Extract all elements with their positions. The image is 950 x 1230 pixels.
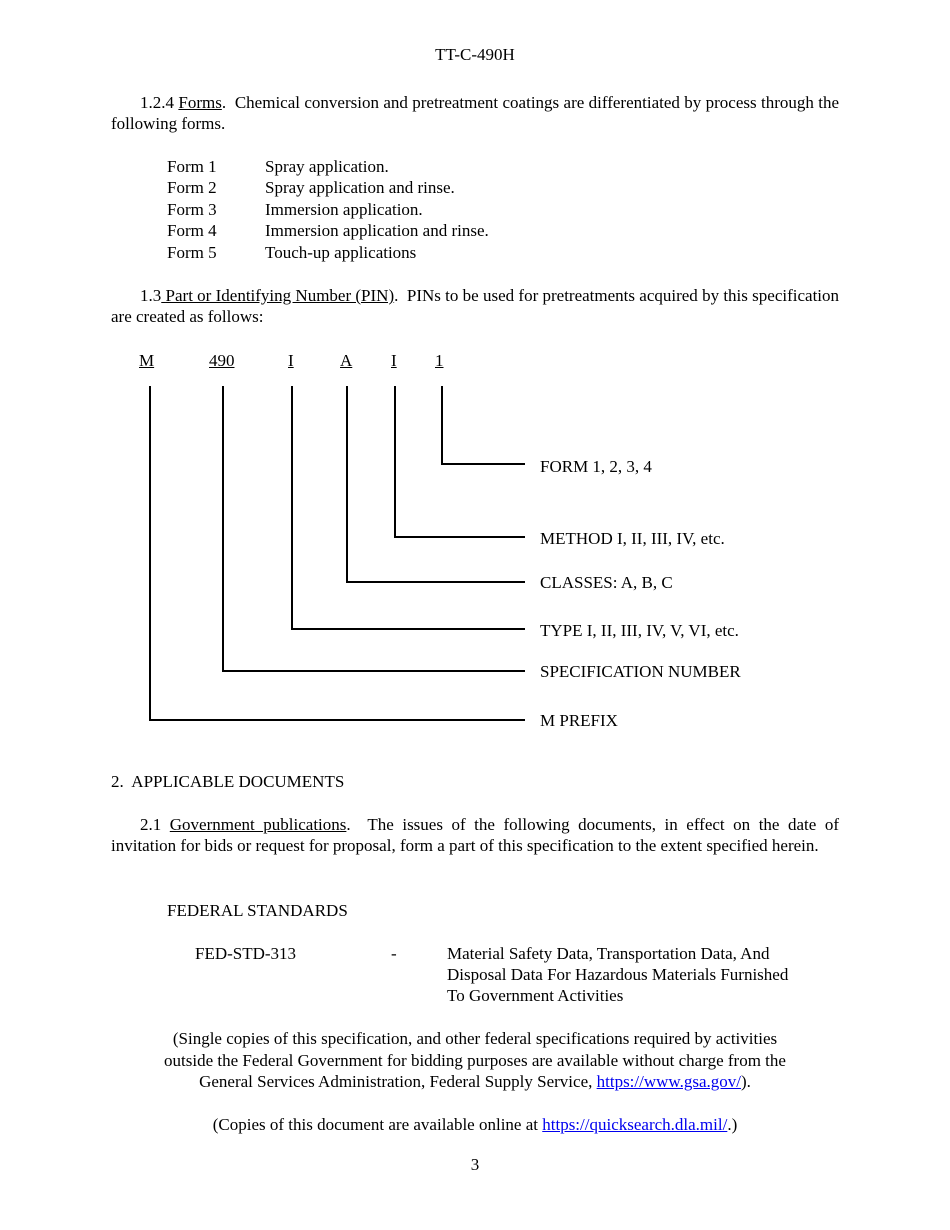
pin-part-form: 1 (435, 351, 444, 370)
pin-part-prefix: M (139, 351, 155, 370)
fed-standard-desc-line: Disposal Data For Hazardous Materials Furnished (447, 965, 789, 984)
connector-line (149, 386, 151, 721)
form-desc: Immersion application. (265, 200, 423, 219)
connector-line (222, 386, 224, 672)
fed-standard-desc-line: To Government Activities (447, 986, 624, 1005)
section-2-heading: 2. APPLICABLE DOCUMENTS (111, 772, 345, 791)
form-desc: Touch-up applications (265, 243, 417, 262)
form-desc: Spray application. (265, 157, 389, 176)
connector-line (394, 386, 396, 538)
fed-standard-desc-line: Material Safety Data, Transportation Data, And (447, 944, 770, 963)
section-number: 1.2.4 (140, 93, 174, 112)
pin-label-type: TYPE I, II, III, IV, V, VI, etc. (540, 621, 739, 640)
section-heading: Forms (178, 93, 222, 112)
pin-part-class: A (340, 351, 353, 370)
connector-line (291, 628, 525, 630)
note-text: (Copies of this document are available online at (212, 1115, 543, 1134)
connector-line (291, 386, 293, 630)
connector-line (149, 719, 525, 721)
form-label: Form 3 (167, 200, 217, 219)
connector-line (441, 386, 443, 465)
form-label: Form 1 (167, 157, 217, 176)
section-text: PINs to be used for pretreatments acquired by this specification are created as follows: (111, 286, 840, 326)
form-desc: Immersion application and rinse. (265, 221, 489, 240)
section-text: Chemical conversion and pretreatment coatings are differentiated by process through the following forms. (111, 93, 840, 133)
note-text: .) (727, 1115, 738, 1134)
note-text: General Services Administration, Federal Supply Service, (199, 1072, 597, 1091)
pin-part-type: I (288, 351, 294, 370)
form-label: Form 5 (167, 243, 217, 262)
note-line: outside the Federal Government for bidding purposes are available without charge from the (164, 1051, 786, 1070)
pin-label-classes: CLASSES: A, B, C (540, 573, 673, 592)
pin-label-form: FORM 1, 2, 3, 4 (540, 457, 652, 476)
connector-line (394, 536, 525, 538)
section-1-3: 1.3 Part or Identifying Number (PIN). PINs to be used for pretreatments acquired by this specification are created as follows: (111, 286, 840, 326)
page-number: 3 (470, 1155, 480, 1174)
gsa-link[interactable]: https://www.gsa.gov/ (596, 1072, 741, 1091)
connector-line (222, 670, 525, 672)
pin-part-method: I (391, 351, 397, 370)
form-label: Form 2 (167, 178, 217, 197)
section-number: 2.1 (140, 815, 162, 834)
connector-line (346, 581, 525, 583)
fed-standard-id: FED-STD-313 (195, 944, 297, 963)
note-line (111, 1071, 839, 1092)
form-desc: Spray application and rinse. (265, 178, 455, 197)
connector-line (346, 386, 348, 583)
form-label: Form 4 (167, 221, 217, 240)
section-number: 1.3 (140, 286, 162, 305)
copies-note (111, 1114, 839, 1135)
quicksearch-link[interactable]: https://quicksearch.dla.mil/ (542, 1115, 728, 1134)
section-heading: Part or Identifying Number (PIN) (165, 286, 395, 305)
note-line: (Single copies of this specification, and other federal specifications required by activities (172, 1029, 778, 1048)
section-2-1: 2.1 Government publications. The issues of the following documents, in effect on the date of invitation for bids or request for proposal, form a part of this specification to the extent specified herein. (111, 815, 840, 855)
fed-standard-dash: - (391, 944, 397, 963)
connector-line (441, 463, 525, 465)
pin-label-method: METHOD I, II, III, IV, etc. (540, 529, 725, 548)
pin-label-spec-number: SPECIFICATION NUMBER (540, 662, 741, 681)
fed-standards-title: FEDERAL STANDARDS (167, 901, 348, 920)
note-text: ). (740, 1072, 751, 1091)
section-heading: Government publications (169, 815, 347, 834)
section-text: The issues of the following documents, in effect on the date of invitation for bids or request for proposal, form a part of this specification to the extent specified herein. (111, 815, 840, 855)
pin-part-spec: 490 (209, 351, 235, 370)
page-header-doc-id: TT-C-490H (435, 45, 515, 64)
pin-label-m-prefix: M PREFIX (540, 711, 618, 730)
section-1-2-4: 1.2.4 Forms. Chemical conversion and pretreatment coatings are differentiated by process through the following forms. (111, 93, 840, 133)
